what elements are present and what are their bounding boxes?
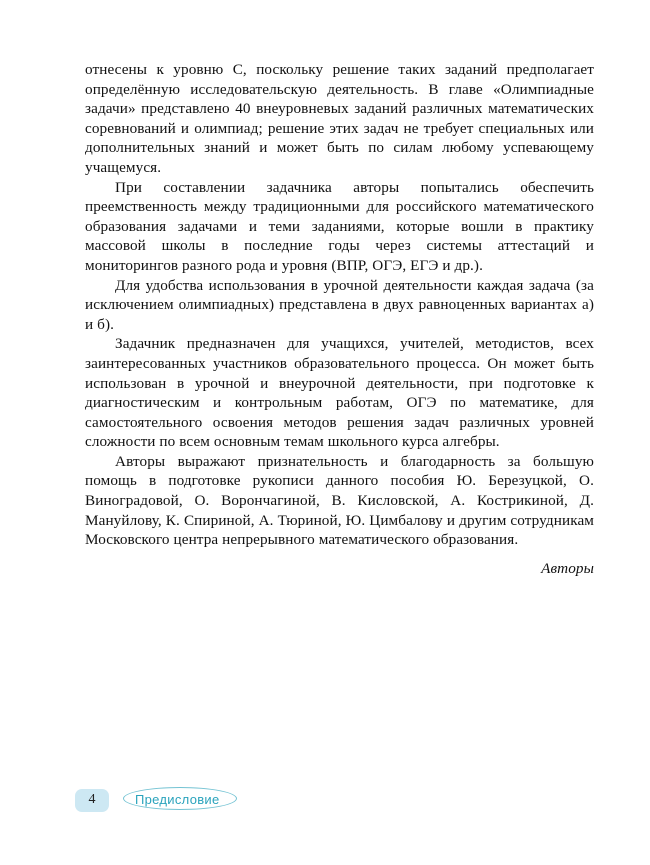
paragraph: Для удобства использования в урочной деятельности каждая задача (за исключением олимпиадных) представлена в двух равноценных вариантах а) и б). [85,276,594,333]
page-footer [75,787,230,813]
paragraph: При составлении задачника авторы попытались обеспечить преемственность между традиционными для российского математического образования задачами и теми заданиями, которые вошли в практику массовой школы в последние годы через системы аттестаций и мониторингов разного рода и уровня (ВПР, ОГЭ, ЕГЭ и др.). [85,178,594,274]
body-text [85,60,594,578]
paragraph: Авторы выражают признательность и благодарность за большую помощь в подготовке рукописи данного пособия Ю. Березуцкой, О. Виноградовой, О. Ворончагиной, В. Кисловской, А. Кострикиной, Д. Мануйлову, К. Спириной, А. Тюриной, Ю. Цимбалову и другим сотрудникам Московского центра непрерывного математического образования. [85,452,594,549]
paragraph: Задачник предназначен для учащихся, учителей, методистов, всех заинтересованных участников образовательного процесса. Он может быть использован в урочной и внеурочной деятельности, при подготовке к диагностическим и контрольным работам, ОГЭ по математике, для самостоятельного освоения методов решения задач различных уровней сложности по всем основным темам школьного курса алгебры. [85,335,594,451]
section-title-wrap [125,787,230,813]
page-number-badge [75,789,109,812]
paragraph-continuation: отнесены к уровню С, поскольку решение таких заданий предполагает определённую исследовательскую деятельность. В главе «Олимпиадные задачи» представлено 40 внеуровневых заданий различных математических соревнований и олимпиад; решение этих задач не требует специальных или дополнительных знаний и может быть по силам любому успевающему учащемуся. [85,61,594,176]
section-title: Предисловие [135,792,220,807]
page-number: 4 [88,792,96,807]
author-signature: Авторы [541,559,594,577]
